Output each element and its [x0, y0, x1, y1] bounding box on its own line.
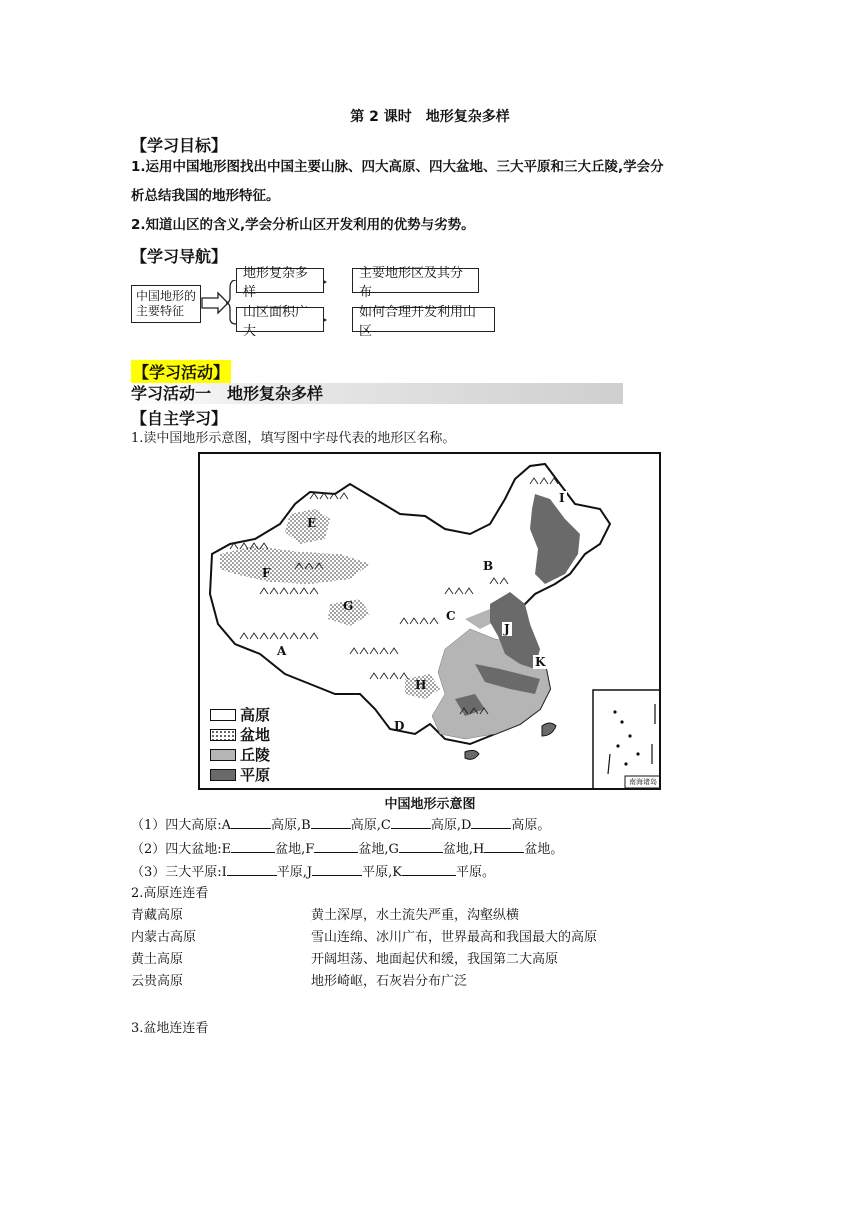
nav-root-box: 中国地形的主要特征 — [131, 285, 201, 323]
question-2-title: 2.高原连连看 — [131, 886, 209, 901]
fill-2-seg-4: 盆地。 — [524, 842, 564, 857]
china-terrain-map — [198, 452, 661, 790]
q2-right-0: 黄土深厚，水土流失严重，沟壑纵横 — [311, 908, 520, 923]
legend-plateau: 高原 — [240, 706, 271, 724]
blank-b[interactable] — [311, 814, 351, 829]
map-label-i: I — [559, 491, 565, 505]
nav-header: 【学习导航】 — [131, 247, 228, 266]
blank-f[interactable] — [314, 838, 358, 853]
nav-branch-1-next: 主要地形区及其分布 — [352, 268, 479, 293]
blank-h[interactable] — [484, 838, 524, 853]
legend-plain: 平原 — [240, 766, 271, 784]
goal-2: 2.知道山区的含义,学会分析山区开发利用的优势与劣势。 — [131, 217, 475, 233]
fill-2-seg-1: 盆地,F — [275, 842, 315, 857]
activity-section-title — [131, 383, 623, 404]
fill-1-seg-2: 高原,C — [350, 818, 391, 833]
map-label-c: C — [446, 609, 456, 623]
q2-left-0: 青藏高原 — [131, 908, 184, 923]
legend-plateau-swatch — [210, 709, 236, 721]
fill-line-plateaus — [131, 814, 550, 836]
fill-2-seg-3: 盆地,H — [442, 842, 485, 857]
fill-3-prefix: （3）三大平原:I — [131, 865, 227, 880]
fill-line-basins — [131, 838, 563, 860]
inset-label: 南海诸岛 — [629, 778, 657, 786]
blank-d[interactable] — [471, 814, 511, 829]
q2-left-3: 云贵高原 — [131, 974, 184, 989]
legend-basin: 盆地 — [240, 726, 271, 744]
goal-1-line-1: 1.运用中国地形图找出中国主要山脉、四大高原、四大盆地、三大平原和三大丘陵,学会分 — [131, 159, 664, 175]
fill-1-seg-1: 高原,B — [271, 818, 311, 833]
legend-plain-swatch — [210, 769, 236, 781]
legend-hill: 丘陵 — [240, 746, 271, 764]
self-study-header: 【自主学习】 — [131, 409, 228, 428]
blank-k[interactable] — [402, 861, 456, 876]
question-1: 1.读中国地形示意图，填写图中字母代表的地形区名称。 — [131, 431, 456, 446]
blank-g[interactable] — [399, 838, 443, 853]
q2-right-2: 开阔坦荡、地面起伏和缓，我国第二大高原 — [311, 952, 559, 967]
map-label-e: E — [307, 516, 317, 530]
fill-2-prefix: （2）四大盆地:E — [131, 842, 232, 857]
fill-line-plains — [131, 861, 495, 883]
activity-header: 【学习活动】 — [131, 360, 231, 383]
map-label-h: H — [415, 678, 427, 692]
q2-right-3: 地形崎岖，石灰岩分布广泛 — [311, 974, 468, 989]
fill-1-seg-4: 高原。 — [511, 818, 551, 833]
blank-c[interactable] — [391, 814, 431, 829]
nav-branch-1: 地形复杂多样 — [236, 268, 324, 293]
fill-1-prefix: （1）四大高原:A — [131, 818, 232, 833]
question-3-title: 3.盆地连连看 — [131, 1021, 209, 1036]
map-label-g: G — [343, 599, 354, 613]
map-label-f: F — [262, 566, 271, 580]
legend-basin-swatch — [210, 729, 236, 741]
fill-3-seg-3: 平原。 — [456, 865, 496, 880]
nav-branch-2-next: 如何合理开发利用山区 — [352, 307, 495, 332]
goals-header: 【学习目标】 — [131, 136, 228, 155]
map-label-j: J — [504, 622, 510, 636]
blank-a[interactable] — [231, 814, 271, 829]
blank-e[interactable] — [231, 838, 275, 853]
blank-i[interactable] — [227, 861, 277, 876]
goal-1-line-2: 析总结我国的地形特征。 — [131, 188, 280, 204]
q2-left-1: 内蒙古高原 — [131, 930, 197, 945]
q2-left-2: 黄土高原 — [131, 952, 184, 967]
legend-hill-swatch — [210, 749, 236, 761]
q2-right-1: 雪山连绵、冰川广布，世界最高和我国最大的高原 — [311, 930, 598, 945]
nav-branch-2: 山区面积广大 — [236, 307, 324, 332]
fill-2-seg-2: 盆地,G — [358, 842, 399, 857]
map-label-k: K — [535, 655, 546, 669]
fill-3-seg-2: 平原,K — [362, 865, 403, 880]
map-label-d: D — [394, 719, 405, 733]
fill-3-seg-1: 平原,J — [276, 865, 313, 880]
page-title: 第 2 课时 地形复杂多样 — [350, 109, 510, 125]
activity-section-text: 学习活动一 地形复杂多样 — [131, 384, 324, 403]
map-caption: 中国地形示意图 — [384, 797, 476, 812]
blank-j[interactable] — [312, 861, 362, 876]
map-label-a: A — [277, 644, 287, 658]
map-label-b: B — [483, 559, 494, 573]
fill-1-seg-3: 高原,D — [430, 818, 472, 833]
